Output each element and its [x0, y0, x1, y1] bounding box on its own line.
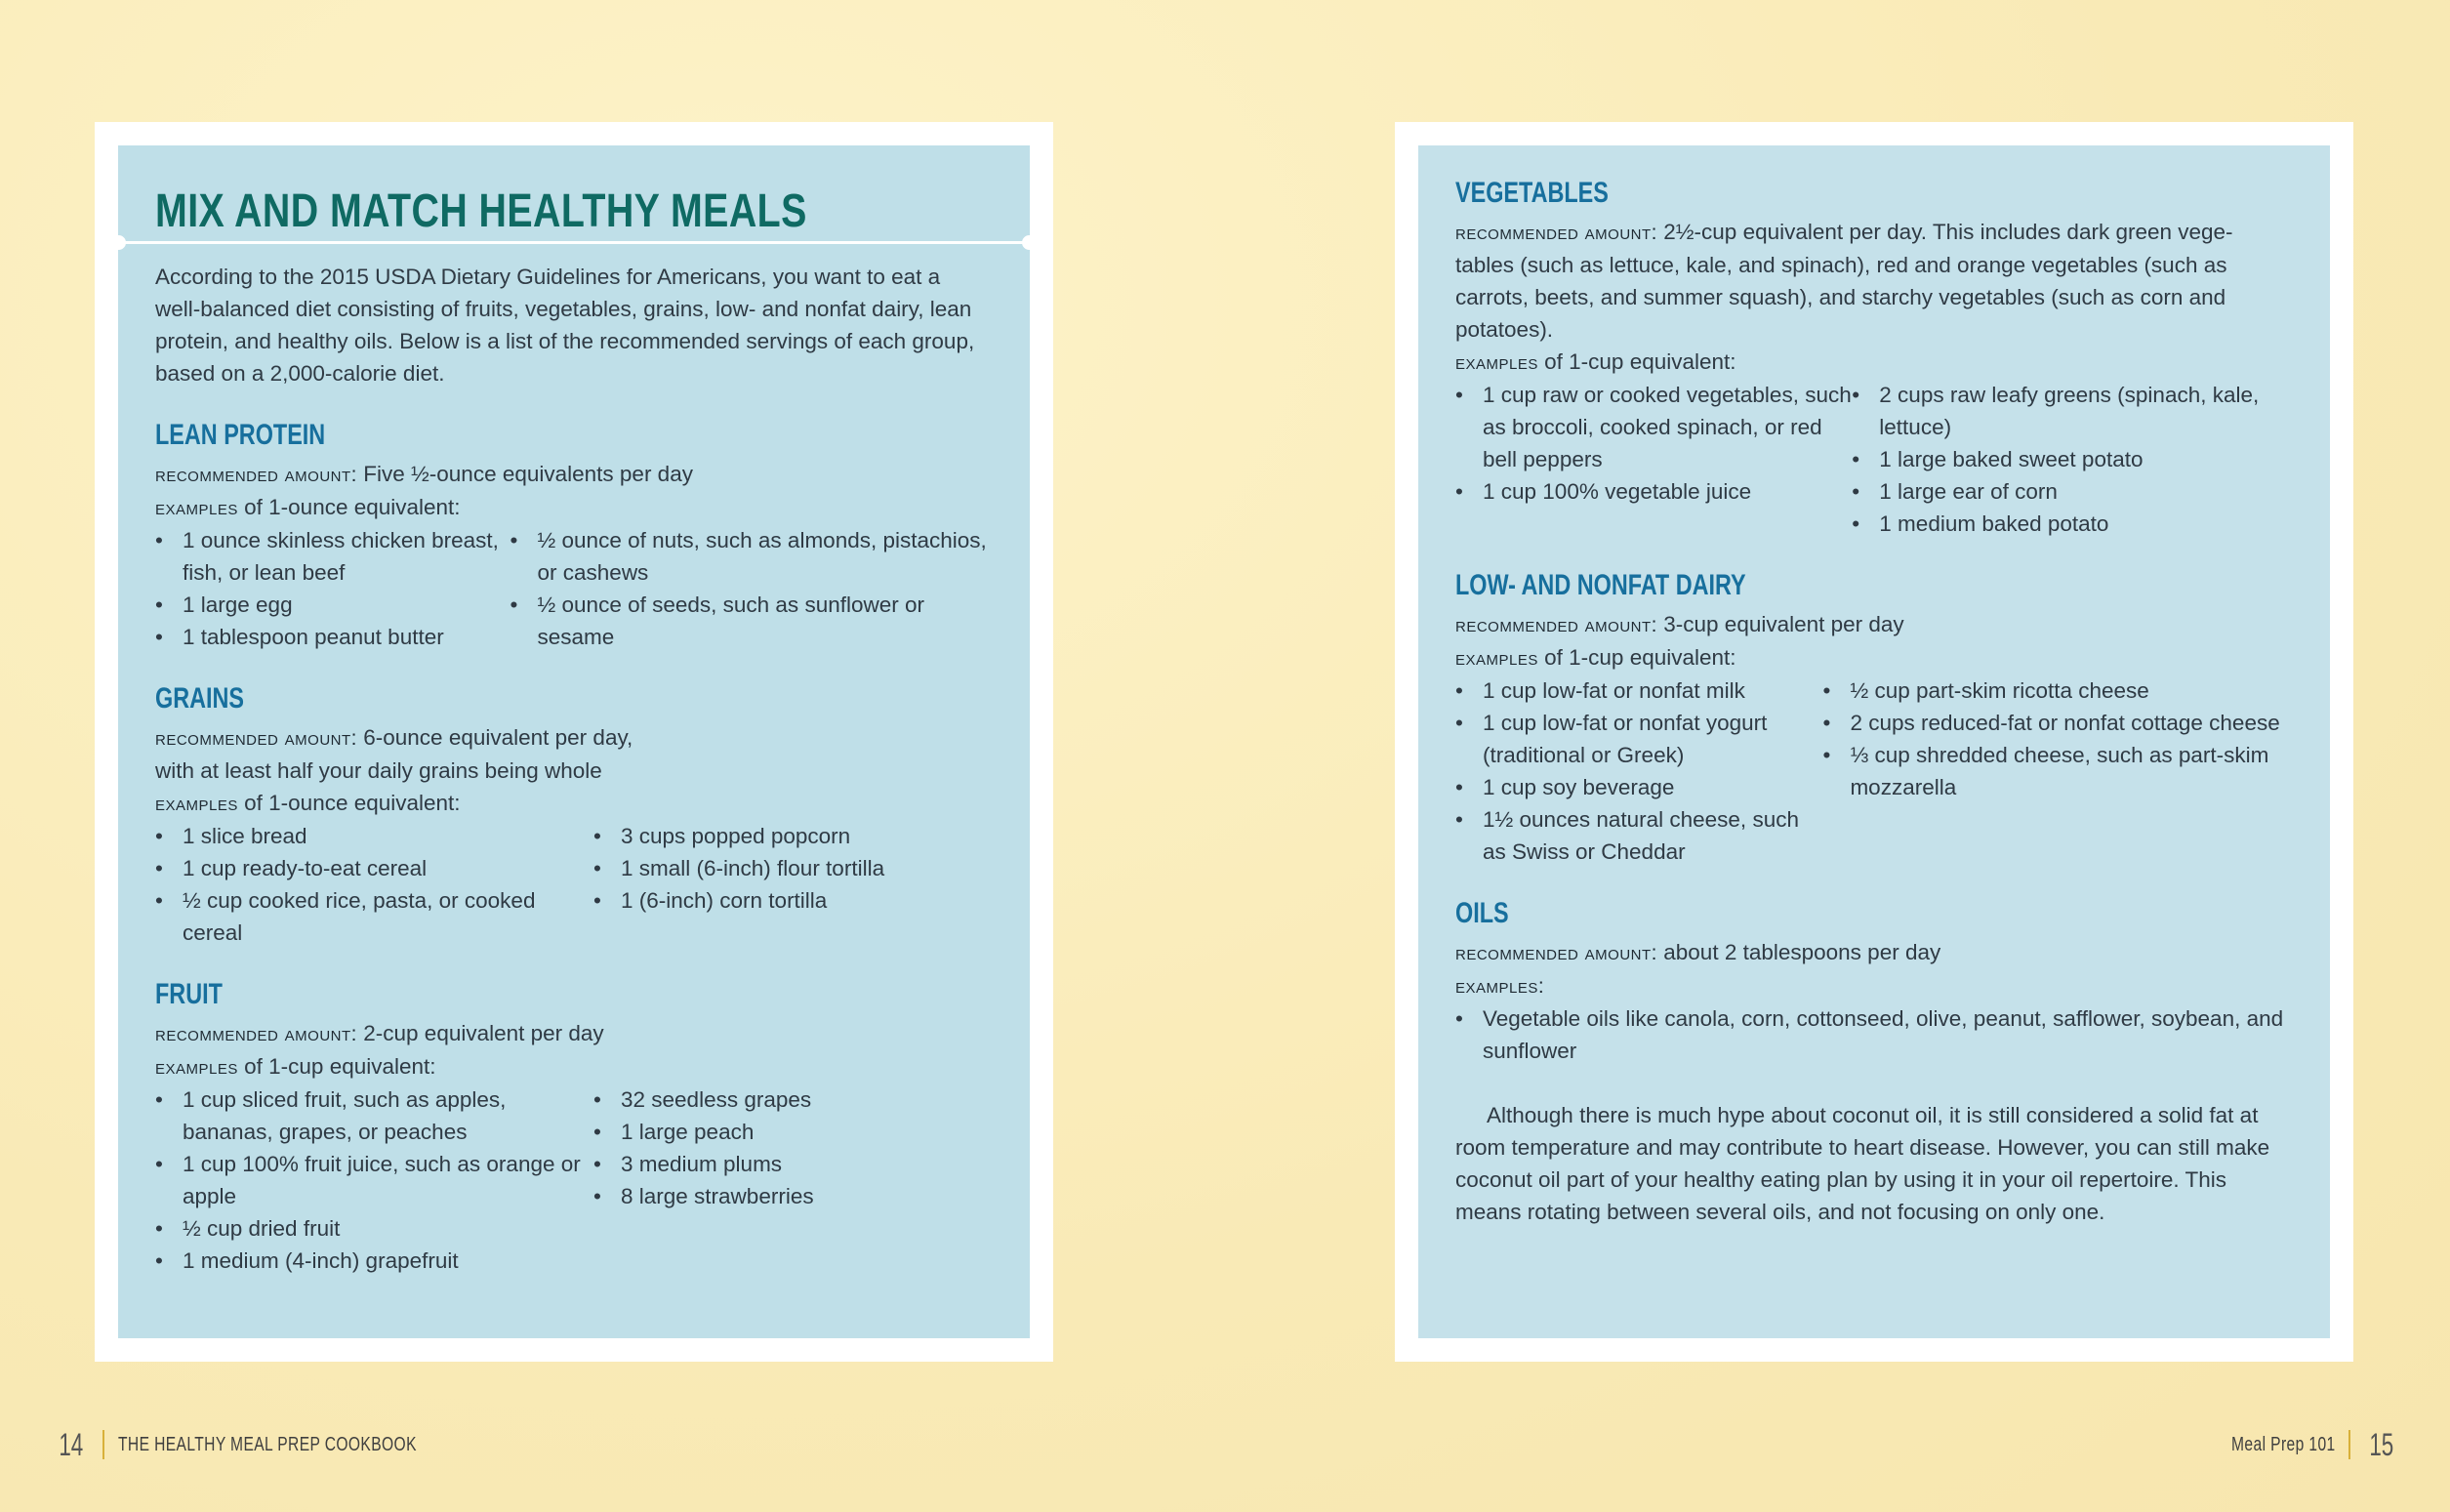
list-item: • 1 cup raw or cooked vegetables, such as broccoli, cooked spinach, or red bell peppers [1455, 379, 1852, 475]
recommended-amount [155, 458, 991, 491]
page-number: 15 [2369, 1426, 2394, 1462]
intro-paragraph: According to the 2015 USDA Dietary Guidelines for Americans, you want to eat a well-balanced diet consisting of fruits, vegetables, grains, low- and nonfat dairy, lean protein, and healthy oils. Below is a list of the recommended servings of each group, based on a 2,000-calorie diet. [155, 265, 975, 386]
dairy-section [1455, 567, 2291, 868]
list-item: • 1 tablespoon peanut butter [155, 621, 510, 653]
list-item: • 1 ounce skinless chicken breast, fish, or lean beef [155, 524, 510, 589]
recommended-amount [1455, 936, 2291, 969]
list-item: • 1 cup 100% fruit juice, such as orange or apple [155, 1148, 593, 1212]
list-item: • 2 cups raw leafy greens (spinach, kale, lettuce) [1852, 379, 2291, 443]
right-page-card [1395, 122, 2353, 1362]
examples-list-col1 [155, 1083, 593, 1277]
list-item: • 1 cup low-fat or nonfat milk [1455, 674, 1822, 707]
list-item: • ½ ounce of nuts, such as almonds, pistachios, or cashews [510, 524, 991, 589]
list-item: • 1 small (6-inch) flour tortilla [593, 852, 884, 884]
examples-text: of 1-cup equivalent: [1544, 349, 1736, 374]
vegetables-section [1455, 175, 2291, 540]
examples-list-col1 [1455, 674, 1822, 868]
examples-text: of 1-ounce equivalent: [244, 495, 461, 519]
examples-label: examples [1455, 351, 1538, 374]
footer-divider [2348, 1430, 2350, 1459]
examples-list-col1 [155, 820, 593, 949]
section-heading: LOW- AND NONFAT DAIRY [1455, 569, 1746, 601]
list-item: • 8 large strawberries [593, 1180, 814, 1212]
chapter-title: Meal Prep 101 [2230, 1433, 2336, 1455]
list-item: • 1½ ounces natural cheese, such as Swiss or Cheddar [1455, 803, 1822, 868]
list-item: • 1 slice bread [155, 820, 593, 852]
examples-text: of 1-ounce equivalent: [244, 791, 461, 815]
list-item: • 1 cup 100% vegetable juice [1455, 475, 1852, 508]
recommended-label: recommended amount: [1455, 942, 1657, 964]
recommended-text: Five ½-ounce equivalents per day [363, 462, 693, 486]
recommended-text: 6-ounce equivalent per day, [363, 725, 633, 750]
list-item: • 1 medium baked potato [1852, 508, 2291, 540]
examples-columns [155, 820, 991, 949]
examples-line [1455, 641, 2291, 674]
list-item: • 1 large peach [593, 1116, 814, 1148]
right-footer [2202, 1427, 2399, 1462]
fruit-section [155, 976, 991, 1277]
examples-columns [1455, 379, 2291, 540]
right-panel [1418, 145, 2330, 1338]
recommended-text: 2-cup equivalent per day [363, 1021, 604, 1045]
examples-list-col2 [1852, 379, 2291, 540]
list-item: • 1 medium (4-inch) grapefruit [155, 1245, 593, 1277]
lean-protein-section [155, 417, 991, 653]
examples-line [1455, 969, 2291, 1002]
list-item: • Vegetable oils like canola, corn, cottonseed, olive, peanut, safflower, soybean, and sunflower [1455, 1002, 2291, 1067]
examples-list [1455, 1002, 2291, 1067]
section-heading: GRAINS [155, 682, 245, 715]
recommended-amount [155, 721, 991, 755]
list-item: • 1 cup sliced fruit, such as apples, bananas, grapes, or peaches [155, 1083, 593, 1148]
examples-label: examples [155, 793, 238, 815]
left-content [155, 261, 991, 1304]
recommended-label: recommended amount: [155, 727, 357, 750]
examples-line [155, 491, 991, 524]
section-heading: VEGETABLES [1455, 177, 1609, 209]
list-item: • 1 large baked sweet potato [1852, 443, 2291, 475]
examples-list-col1 [1455, 379, 1852, 540]
examples-label: examples [155, 497, 238, 519]
list-item: • ⅓ cup shredded cheese, such as part-skim mozzarella [1822, 739, 2291, 803]
examples-list-col2 [593, 820, 884, 949]
recommended-text: about 2 tablespoons per day [1663, 940, 1941, 964]
recommended-text-continued: with at least half your daily grains being whole [155, 758, 602, 783]
list-item: • ½ ounce of seeds, such as sunflower or sesame [510, 589, 991, 653]
left-panel [118, 145, 1030, 1338]
examples-list-col2 [1822, 674, 2291, 868]
examples-line [155, 1050, 991, 1083]
list-item: • ½ cup dried fruit [155, 1212, 593, 1245]
oils-note-paragraph: Although there is much hype about coconut oil, it is still considered a solid fat at room temperature and may contribute to heart disease. However, you can still make coconut oil part of your healthy eating plan by using it in your oil repertoire. This means rotating between several oils, and not focusing on only one. [1455, 1103, 2270, 1224]
examples-list-col1 [155, 524, 510, 653]
list-item: • 3 cups popped popcorn [593, 820, 884, 852]
list-item: • 2 cups reduced-fat or nonfat cottage cheese [1822, 707, 2291, 739]
examples-line [155, 787, 991, 820]
grains-section [155, 680, 991, 949]
list-item: • 1 large ear of corn [1852, 475, 2291, 508]
examples-label: examples [1455, 647, 1538, 670]
examples-columns [1455, 674, 2291, 868]
recommended-amount [1455, 216, 2291, 346]
list-item: • ½ cup part-skim ricotta cheese [1822, 674, 2291, 707]
recommended-label: recommended amount: [1455, 222, 1657, 244]
list-item: • ½ cup cooked rice, pasta, or cooked cereal [155, 884, 593, 949]
book-title: THE HEALTHY MEAL PREP COOKBOOK [117, 1433, 417, 1455]
left-footer [54, 1427, 501, 1462]
recommended-text: 2½-cup equivalent per day. This includes dark green vege-tables (such as lettuce, kale, and spinach), red and orange vegetables (such as carrots, beets, and summer squash), and starchy vegetables (such as corn and potatoes). [1455, 220, 2233, 342]
section-heading: FRUIT [155, 978, 223, 1010]
examples-list-col2 [510, 524, 991, 653]
left-page-card [95, 122, 1053, 1362]
examples-columns [155, 1083, 991, 1277]
list-item: • 1 cup soy beverage [1455, 771, 1822, 803]
recommended-label: recommended amount: [155, 464, 357, 486]
examples-text: of 1-cup equivalent: [1544, 645, 1736, 670]
list-item: • 1 large egg [155, 589, 510, 621]
list-item: • 3 medium plums [593, 1148, 814, 1180]
title-divider [118, 241, 1030, 244]
examples-line [1455, 346, 2291, 379]
list-item: • 1 cup low-fat or nonfat yogurt (traditional or Greek) [1455, 707, 1822, 771]
right-content [1455, 175, 2291, 1255]
list-item: • 32 seedless grapes [593, 1083, 814, 1116]
examples-text: of 1-cup equivalent: [244, 1054, 436, 1079]
list-item: • 1 cup ready-to-eat cereal [155, 852, 593, 884]
recommended-amount [155, 1017, 991, 1050]
examples-label: examples [155, 1056, 238, 1079]
list-item: • 1 (6-inch) corn tortilla [593, 884, 884, 917]
examples-label: examples: [1455, 975, 1545, 998]
page-title: MIX AND MATCH HEALTHY MEALS [155, 185, 807, 237]
examples-columns [155, 524, 991, 653]
recommended-label: recommended amount: [155, 1023, 357, 1045]
section-heading: LEAN PROTEIN [155, 419, 326, 451]
page-number: 14 [59, 1426, 84, 1462]
recommended-text: 3-cup equivalent per day [1663, 612, 1904, 636]
section-heading: OILS [1455, 897, 1509, 929]
footer-divider [102, 1430, 104, 1459]
recommended-amount [1455, 608, 2291, 641]
recommended-label: recommended amount: [1455, 614, 1657, 636]
examples-list-col2 [593, 1083, 814, 1277]
oils-section [1455, 895, 2291, 1228]
